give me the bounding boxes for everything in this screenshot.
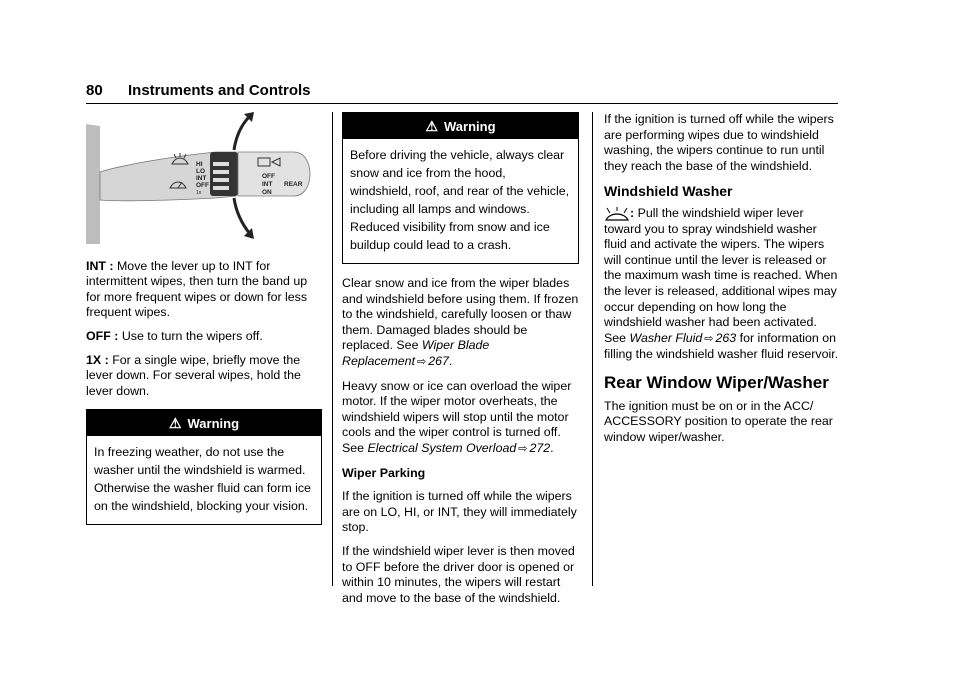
warning-title: Warning (187, 416, 240, 432)
paragraph-text: Heavy snow or ice can overload the wiper motor. If the wiper motor overheats, the windshield wipers will stop until the motor cools and the wiper control is turned off. See (342, 378, 572, 455)
column-1 (86, 112, 322, 537)
lever-label-1x: 1x (196, 190, 202, 196)
parking-paragraph-2: If the windshield wiper lever is then moved to OFF before the driver door is opened or within 10 minutes, the wipers will restart and move to the base of the windshield. (342, 543, 575, 605)
washer-text: Pull the windshield wiper lever toward you to spray windshield washer fluid and activate the wipers. The wipers will continue until the lever is released or the maximum wash time is reached. When the lever is released, additional wipes may occur depending on how long the windshield washer had been activated. See (604, 205, 838, 345)
lever-label-off: OFF (196, 182, 209, 189)
1x-term: 1X : (86, 352, 109, 367)
1x-paragraph (86, 353, 322, 400)
warning-box (342, 112, 579, 264)
warning-text: Before driving the vehicle, always clear snow and ice from the hood, windshield, roof, and rear of the vehicle, including all lamps and windows. Reduced visibility from snow and ice buildup could lead to a crash. (350, 148, 570, 252)
clear-snow-paragraph: Clear snow and ice from the wiper blades and windshield before using them. If frozen to the windshield, carefully loosen or thaw them. Damaged blades should be replaced. See Wiper Blade Replacement ⇨ 267. (342, 276, 579, 368)
washer-paragraph (604, 206, 840, 363)
int-text: Move the lever up to INT for intermittent wipes, then turn the band up for more frequent wipes or down for less frequent wipes. (86, 258, 308, 320)
int-paragraph (86, 259, 322, 321)
xref-icon: ⇨ (518, 442, 528, 455)
wiper-parking-heading: Wiper Parking (342, 465, 426, 480)
warning-box (86, 409, 322, 525)
washer-fluid-link[interactable]: Washer Fluid (629, 330, 703, 345)
xref-icon: ⇨ (417, 355, 427, 368)
wiper-lever-illustration (86, 112, 322, 244)
section-title: Instruments and Controls (128, 82, 311, 99)
warning-title: Warning (444, 119, 496, 134)
column-divider (332, 112, 333, 586)
page-header (86, 82, 838, 104)
wiper-blade-replacement-link[interactable]: Wiper Blade Replacement (342, 338, 490, 368)
parking-paragraph-1: If the ignition is turned off while the wipers are on LO, HI, or INT, they will immediately stop. (342, 489, 577, 535)
washing-paragraph: If the ignition is turned off while the wipers are performing wipes due to windshield washing, the wipers continue to run until they reach the base of the windshield. (604, 112, 834, 173)
overload-paragraph: Heavy snow or ice can overload the wiper motor. If the wiper motor overheats, the windshield wipers will stop until the motor cools and the wiper control is turned off. See Electrical System Overload ⇨ 272. (342, 378, 572, 455)
washer-colon: : (630, 205, 635, 220)
page-number: 80 (86, 82, 103, 99)
page-ref[interactable]: 267 (428, 353, 449, 368)
xref-icon: ⇨ (704, 332, 714, 345)
warning-text: In freezing weather, do not use the washer until the windshield is warmed. Otherwise the washer fluid can form ice on the windshield, blocking your vision. (94, 445, 311, 514)
page-ref[interactable]: 272 (529, 440, 551, 455)
lever-label-int: INT (196, 175, 207, 182)
column-2 (342, 112, 579, 614)
paragraph-text: Clear snow and ice from the wiper blades and windshield before using them. If frozen to the windshield, carefully loosen or thaw them. Damaged blades should be replaced. See (342, 276, 579, 353)
electrical-system-overload-link[interactable]: Electrical System Overload (367, 440, 517, 455)
rear-caption: REAR (284, 181, 303, 188)
header-rule (86, 103, 838, 104)
page-ref[interactable]: 263 (715, 330, 737, 345)
off-paragraph (86, 329, 322, 345)
warning-header (343, 113, 578, 139)
warning-icon: ⚠ (168, 415, 182, 432)
lever-label-hi: HI (196, 161, 203, 168)
lever-base-shape (86, 124, 100, 244)
off-text: Use to turn the wipers off. (121, 328, 263, 343)
washer-tail: for information on filling the windshield washer fluid reservoir. (604, 330, 839, 362)
rear-label-on: ON (262, 189, 272, 196)
windshield-washer-icon (604, 207, 630, 221)
rear-label-off: OFF (262, 173, 275, 180)
lever-label-lo: LO (196, 168, 206, 175)
int-term: INT : (86, 258, 114, 273)
1x-text: For a single wipe, briefly move the lever down. For several wipes, hold the lever down. (86, 352, 301, 398)
column-3 (604, 112, 840, 453)
column-divider (592, 112, 593, 586)
rear-paragraph: The ignition must be on or in the ACC/ ACCESSORY position to operate the rear window wiper/washer. (604, 398, 833, 444)
warning-icon: ⚠ (425, 118, 439, 134)
rear-label-int: INT (262, 181, 273, 188)
warning-header (87, 410, 321, 436)
off-term: OFF : (86, 328, 119, 343)
rear-wiper-heading: Rear Window Wiper/Washer (604, 372, 829, 392)
windshield-washer-heading: Windshield Washer (604, 183, 733, 200)
